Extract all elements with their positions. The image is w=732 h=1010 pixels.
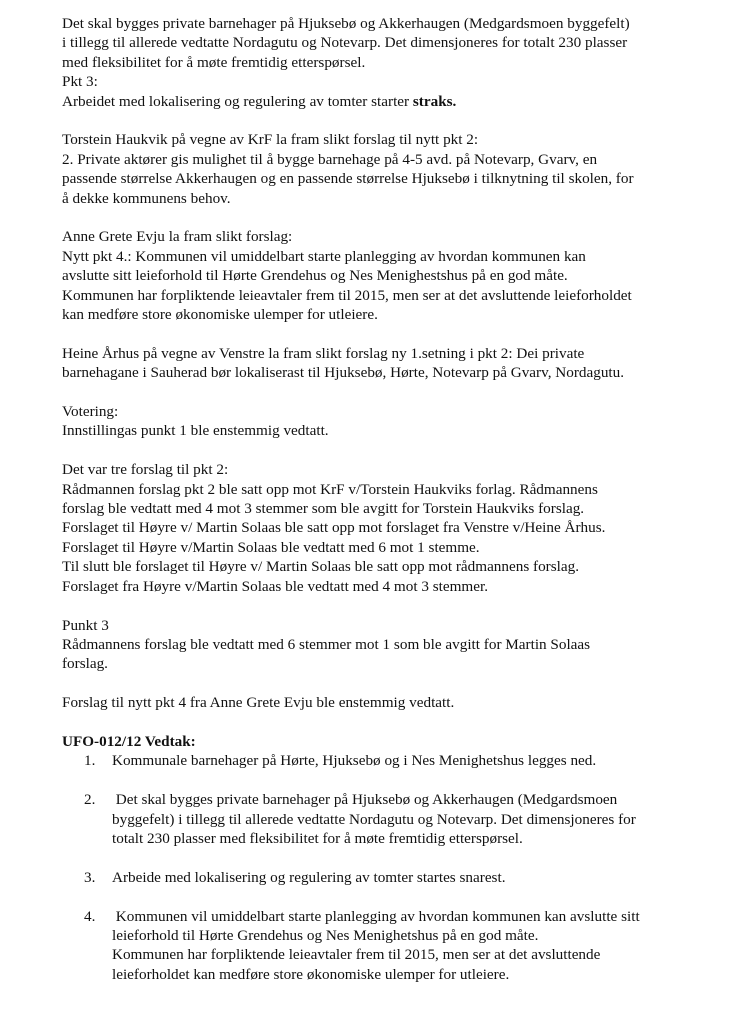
text-span: Arbeidet med lokalisering og regulering av tomter starter bbox=[62, 92, 413, 110]
paragraph-block-4 bbox=[62, 344, 702, 383]
text-line: Forslaget til Høyre v/Martin Solaas ble vedtatt med 6 mot 1 stemme. bbox=[62, 538, 480, 556]
text-line: byggefelt) i tillegg til allerede vedtatte Nordagutu og Notevarp. Det dimensjoneres for bbox=[112, 810, 636, 828]
text-line: Forslaget fra Høyre v/Martin Solaas ble vedtatt med 4 mot 3 stemmer. bbox=[62, 577, 488, 595]
vedtak-heading: UFO-012/12 Vedtak: bbox=[62, 732, 196, 750]
vedtak-section bbox=[62, 732, 702, 984]
paragraph-block-6 bbox=[62, 460, 702, 596]
text-line: Forslag til nytt pkt 4 fra Anne Grete Evju ble enstemmig vedtatt. bbox=[62, 694, 455, 712]
paragraph-block-3 bbox=[62, 227, 702, 324]
paragraph-block-5 bbox=[62, 402, 702, 441]
text-line: Kommunen har forpliktende leieavtaler frem til 2015, men ser at det avsluttende leieforholdet bbox=[62, 286, 632, 304]
text-line: kan medføre store økonomiske ulemper for utleiere. bbox=[62, 306, 378, 324]
text-line: passende størrelse Akkerhaugen og en passende størrelse Hjuksebø i tilknytning til skolen, for bbox=[62, 170, 634, 188]
text-line: 2. Private aktører gis mulighet til å bygge barnehage på 4-5 avd. på Notevarp, Gvarv, en bbox=[62, 150, 598, 168]
text-line: Votering: bbox=[62, 403, 119, 421]
text-line: i tillegg til allerede vedtatte Nordagutu og Notevarp. Det dimensjoneres for totalt 230 plasser bbox=[62, 34, 628, 52]
list-number: 1. bbox=[84, 752, 96, 770]
text-line: å dekke kommunens behov. bbox=[62, 189, 231, 207]
text-line: Rådmannen forslag pkt 2 ble satt opp mot KrF v/Torstein Haukviks forlag. Rådmannens bbox=[62, 480, 598, 498]
text-line: Forslaget til Høyre v/ Martin Solaas ble satt opp mot forslaget fra Venstre v/Heine Århus. bbox=[62, 519, 606, 537]
text-line: forslag ble vedtatt med 4 mot 3 stemmer som ble avgitt for Torstein Haukviks forslag. bbox=[62, 500, 585, 518]
paragraph-block-7 bbox=[62, 616, 702, 674]
text-line: Punkt 3 bbox=[62, 616, 109, 634]
text-line: Nytt pkt 4.: Kommunen vil umiddelbart starte planlegging av hvordan kommunen kan bbox=[62, 247, 586, 265]
text-line: Heine Århus på vegne av Venstre la fram slikt forslag ny 1.setning i pkt 2: Dei private bbox=[62, 344, 585, 362]
text-line bbox=[62, 92, 702, 111]
paragraph-block-1 bbox=[62, 14, 702, 111]
text-line: Pkt 3: bbox=[62, 73, 98, 91]
list-number: 3. bbox=[84, 868, 96, 886]
text-line: Anne Grete Evju la fram slikt forslag: bbox=[62, 228, 293, 246]
vedtak-list bbox=[62, 751, 702, 984]
text-line: Kommunen vil umiddelbart starte planlegging av hvordan kommunen kan avslutte sitt bbox=[112, 907, 640, 925]
text-line: leieforholdet kan medføre store økonomiske ulemper for utleiere. bbox=[112, 965, 510, 983]
text-line: Arbeide med lokalisering og regulering av tomter startes snarest. bbox=[112, 868, 506, 886]
text-line: Det var tre forslag til pkt 2: bbox=[62, 461, 229, 479]
text-line: Rådmannens forslag ble vedtatt med 6 stemmer mot 1 som ble avgitt for Martin Solaas bbox=[62, 635, 591, 653]
text-line: med fleksibilitet for å møte fremtidig etterspørsel. bbox=[62, 53, 366, 71]
text-line: leieforhold til Hørte Grendehus og Nes Menighetshus på en god måte. bbox=[112, 926, 539, 944]
list-item bbox=[62, 751, 702, 770]
text-line: barnehagane i Sauherad bør lokaliserast til Hjuksebø, Hørte, Notevarp på Gvarv, Nordagutu. bbox=[62, 364, 625, 382]
text-line: Det skal bygges private barnehager på Hjuksebø og Akkerhaugen (Medgardsmoen bbox=[112, 791, 618, 809]
text-line: Kommunen har forpliktende leieavtaler frem til 2015, men ser at det avsluttende bbox=[112, 946, 601, 964]
text-line: Torstein Haukvik på vegne av KrF la fram slikt forslag til nytt pkt 2: bbox=[62, 131, 479, 149]
list-item bbox=[62, 868, 702, 887]
text-line: Til slutt ble forslaget til Høyre v/ Martin Solaas ble satt opp mot rådmannens forslag. bbox=[62, 558, 580, 576]
list-number: 2. bbox=[84, 791, 96, 809]
bold-text: straks. bbox=[412, 92, 457, 110]
paragraph-block-8 bbox=[62, 693, 702, 712]
text-line: avslutte sitt leieforhold til Hørte Grendehus og Nes Menighestshus på en god måte. bbox=[62, 267, 568, 285]
list-number: 4. bbox=[84, 907, 96, 925]
text-line: totalt 230 plasser med fleksibilitet for å møte fremtidig etterspørsel. bbox=[112, 829, 523, 847]
list-item bbox=[62, 790, 702, 848]
paragraph-block-2 bbox=[62, 130, 702, 208]
text-line: Det skal bygges private barnehager på Hjuksebø og Akkerhaugen (Medgardsmoen byggefelt) bbox=[62, 15, 630, 32]
text-line: Kommunale barnehager på Hørte, Hjuksebø og i Nes Menighetshus legges ned. bbox=[112, 752, 597, 770]
list-item bbox=[62, 907, 702, 985]
text-line: forslag. bbox=[62, 655, 108, 673]
text-line: Innstillingas punkt 1 ble enstemmig vedtatt. bbox=[62, 422, 329, 440]
